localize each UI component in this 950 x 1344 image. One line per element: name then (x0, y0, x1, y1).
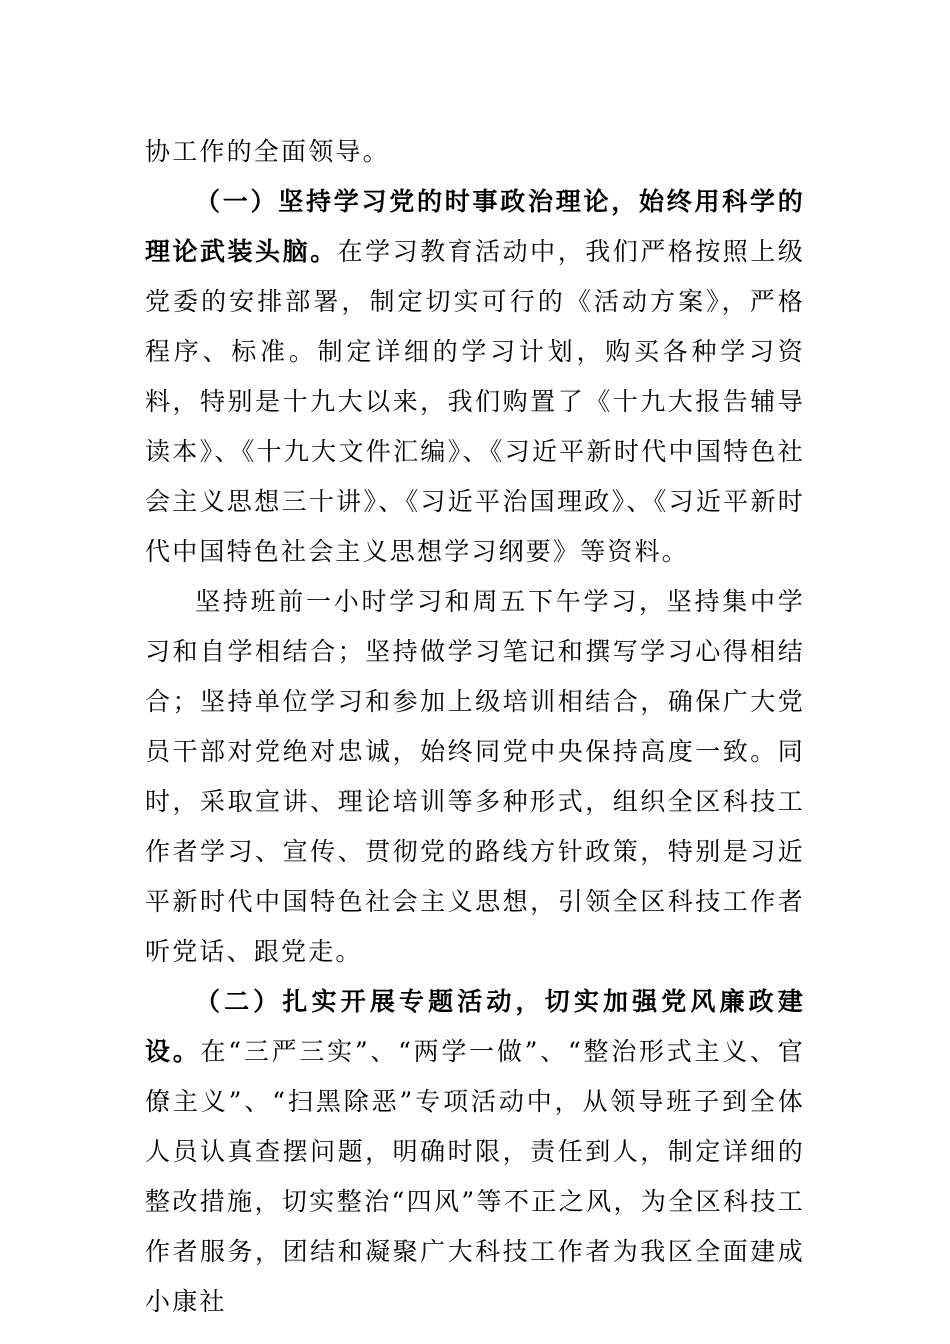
paragraph-section-one (145, 177, 805, 577)
section-heading-two: （二）扎实开展专题活动，切实加强党风廉政建设。 (145, 987, 805, 1066)
document-page (145, 127, 805, 1327)
section-heading-one: （一）坚持学习党的时事政治理论，始终用科学的理论武装头脑。 (145, 187, 805, 266)
paragraph-text: 协工作的全面领导。 (145, 137, 390, 166)
paragraph-section-two (145, 977, 805, 1327)
paragraph-text: 在“三严三实”、“两学一做”、“整治形式主义、官僚主义”、“扫黑除恶”专项活动中，从领导班子到全体人员认真查摆问题，明确时限，责任到人，制定详细的整改措施，切实整治“四风”等不正之风，为全区科技工作者服务，团结和凝聚广大科技工作者为我区全面建成小康社 (145, 1037, 805, 1316)
paragraph-continuation (145, 127, 805, 177)
paragraph-study-methods (145, 577, 805, 977)
paragraph-text: 坚持班前一小时学习和周五下午学习，坚持集中学习和自学相结合；坚持做学习笔记和撰写学习心得相结合；坚持单位学习和参加上级培训相结合，确保广大党员干部对党绝对忠诚，始终同党中央保持高度一致。同时，采取宣讲、理论培训等多种形式，组织全区科技工作者学习、宣传、贯彻党的路线方针政策，特别是习近平新时代中国特色社会主义思想，引领全区科技工作者听党话、跟党走。 (145, 587, 805, 966)
paragraph-text: 在学习教育活动中，我们严格按照上级党委的安排部署，制定切实可行的《活动方案》，严格程序、标准。制定详细的学习计划，购买各种学习资料，特别是十九大以来，我们购置了《十九大报告辅导读本》、《十九大文件汇编》、《习近平新时代中国特色社会主义思想三十讲》、《习近平治国理政》、《习近平新时代中国特色社会主义思想学习纲要》等资料。 (145, 237, 805, 566)
